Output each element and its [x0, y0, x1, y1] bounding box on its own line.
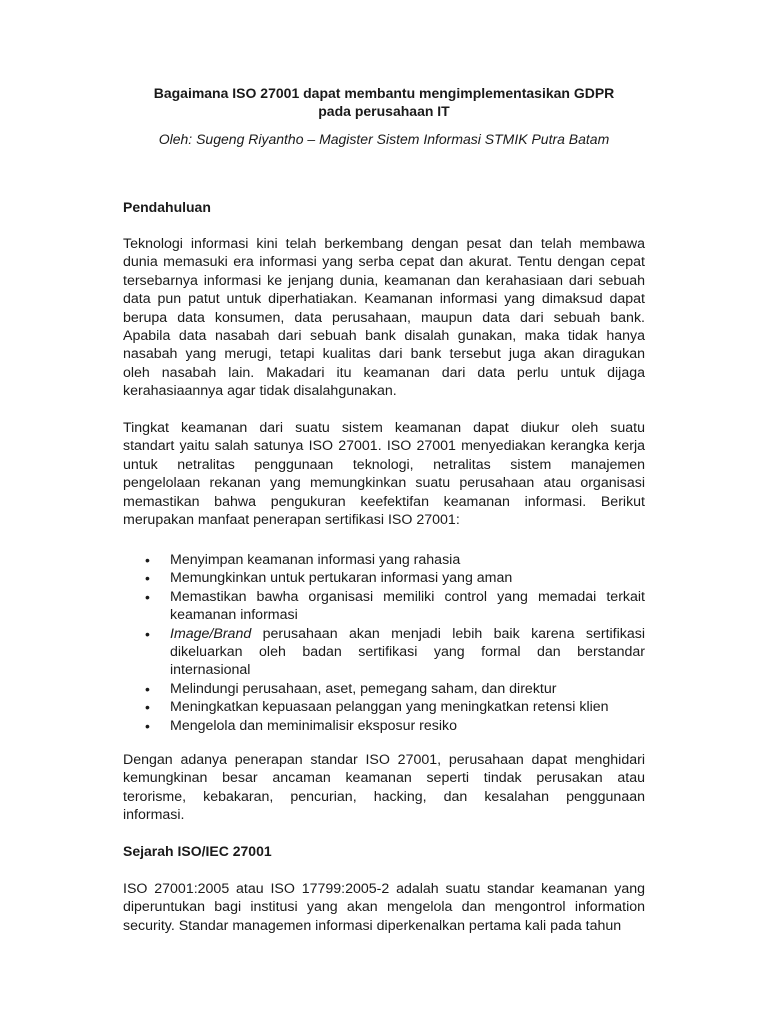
- paragraph-line: Tingkat keamanan dari suatu sistem keamanan dapat diukur oleh suatu: [123, 420, 645, 436]
- paragraph-line: diperuntukan bagi institusi yang akan mengelola dan mengontrol information: [123, 899, 645, 916]
- bullet-icon: •: [145, 680, 150, 697]
- bullet-icon: •: [145, 717, 150, 734]
- paragraph-line: standart yaitu salah satunya ISO 27001. ISO 27001 menyediakan kerangka kerja: [123, 438, 645, 455]
- bullet-icon: •: [145, 552, 150, 568]
- paragraph-line: kemungkinan besar ancaman keamanan seperti tindak perusakan atau: [123, 770, 645, 787]
- paragraph-line: security. Standar managemen informasi diperkenalkan pertama kali pada tahun: [123, 917, 622, 934]
- paragraph-line: oleh nasabah lain. Makadari itu keamanan dari data perlu untuk dijaga: [123, 364, 645, 381]
- document-title-line-2: pada perusahaan IT: [318, 103, 450, 119]
- paragraph-line: data pun patut untuk diperhatiakan. Keamanan informasi yang dimaksud dapat: [123, 291, 645, 308]
- bullet-item-line: Mengelola dan meminimalisir eksposur resiko: [170, 717, 458, 734]
- bullet-item-line: internasional: [170, 662, 251, 679]
- paragraph-line: Apabila data nasabah dari sebuah bank disalah gunakan, maka tidak hanya: [123, 328, 645, 344]
- bullet-item-line: Memungkinkan untuk pertukaran informasi yang aman: [170, 570, 513, 587]
- section-heading-history: Sejarah ISO/IEC 27001: [123, 843, 272, 859]
- paragraph-line: Dengan adanya penerapan standar ISO 27001, perusahaan dapat menghidari: [123, 752, 645, 768]
- bullet-item-line: dikeluarkan oleh badan sertifikasi yang formal dan berstandar: [170, 644, 645, 660]
- paragraph-line: informasi.: [123, 807, 185, 824]
- paragraph-line: merupakan manfaat penerapan sertifikasi ISO 27001:: [123, 512, 460, 528]
- bullet-item-line: Menyimpan keamanan informasi yang rahasia: [170, 552, 461, 568]
- paragraph-line: dunia memasuki era informasi yang serba cepat dan akurat. Tentu dengan cepat: [123, 254, 645, 271]
- bullet-item-line: keamanan informasi: [170, 607, 298, 624]
- paragraph-line: terorisme, kebakaran, pencurian, hacking, dan kesalahan penggunaan: [123, 788, 645, 805]
- bullet-icon: •: [145, 625, 150, 642]
- bullet-item-line: Memastikan bawha organisasi memiliki control yang memadai terkait: [170, 588, 645, 605]
- paragraph-line: nasabah yang merugi, tetapi kualitas dari bank tersebut juga akan diragukan: [123, 346, 645, 363]
- bullet-item-line: [170, 625, 645, 643]
- paragraph-line: untuk netralitas penggunaan teknologi, netralitas sistem manajemen: [123, 456, 645, 473]
- bullet-item-line: Meningkatkan kepuasaan pelanggan yang meningkatkan retensi klien: [170, 699, 609, 716]
- bullet-item-line: Melindungi perusahaan, aset, pemegang saham, dan direktur: [170, 680, 557, 697]
- paragraph-line: memastikan bahwa pengukuran keefektifan keamanan informasi. Berikut: [123, 493, 645, 510]
- paragraph-line: ISO 27001:2005 atau ISO 17799:2005-2 adalah suatu standar keamanan yang: [123, 881, 645, 897]
- author-byline: Oleh: Sugeng Riyantho – Magister Sistem Informasi STMIK Putra Batam: [158, 131, 610, 147]
- paragraph-line: Teknologi informasi kini telah berkembang dengan pesat dan telah membawa: [123, 236, 645, 252]
- bullet-icon: •: [145, 699, 150, 716]
- paragraph-line: kerahasiaannya agar tidak disalahgunakan.: [123, 383, 397, 400]
- bullet-icon: •: [145, 588, 150, 605]
- bullet-italic-term: Image/Brand: [170, 625, 252, 642]
- paragraph-line: pengelolaan rekanan yang memungkinkan suatu perusahaan atau organisasi: [123, 475, 645, 492]
- bullet-text: perusahaan akan menjadi lebih baik karena sertifikasi: [251, 625, 645, 642]
- paragraph-line: tersebarnya informasi ke jenjang dunia, keamanan dan kerahasiaan dari sebuah: [123, 272, 645, 289]
- section-heading-intro: Pendahuluan: [123, 199, 211, 215]
- paragraph-line: berupa data konsumen, data perusahaan, maupun data dari sebuah bank.: [123, 309, 645, 326]
- bullet-icon: •: [145, 570, 150, 587]
- document-title-line-1: Bagaimana ISO 27001 dapat membantu mengimplementasikan GDPR: [153, 85, 615, 101]
